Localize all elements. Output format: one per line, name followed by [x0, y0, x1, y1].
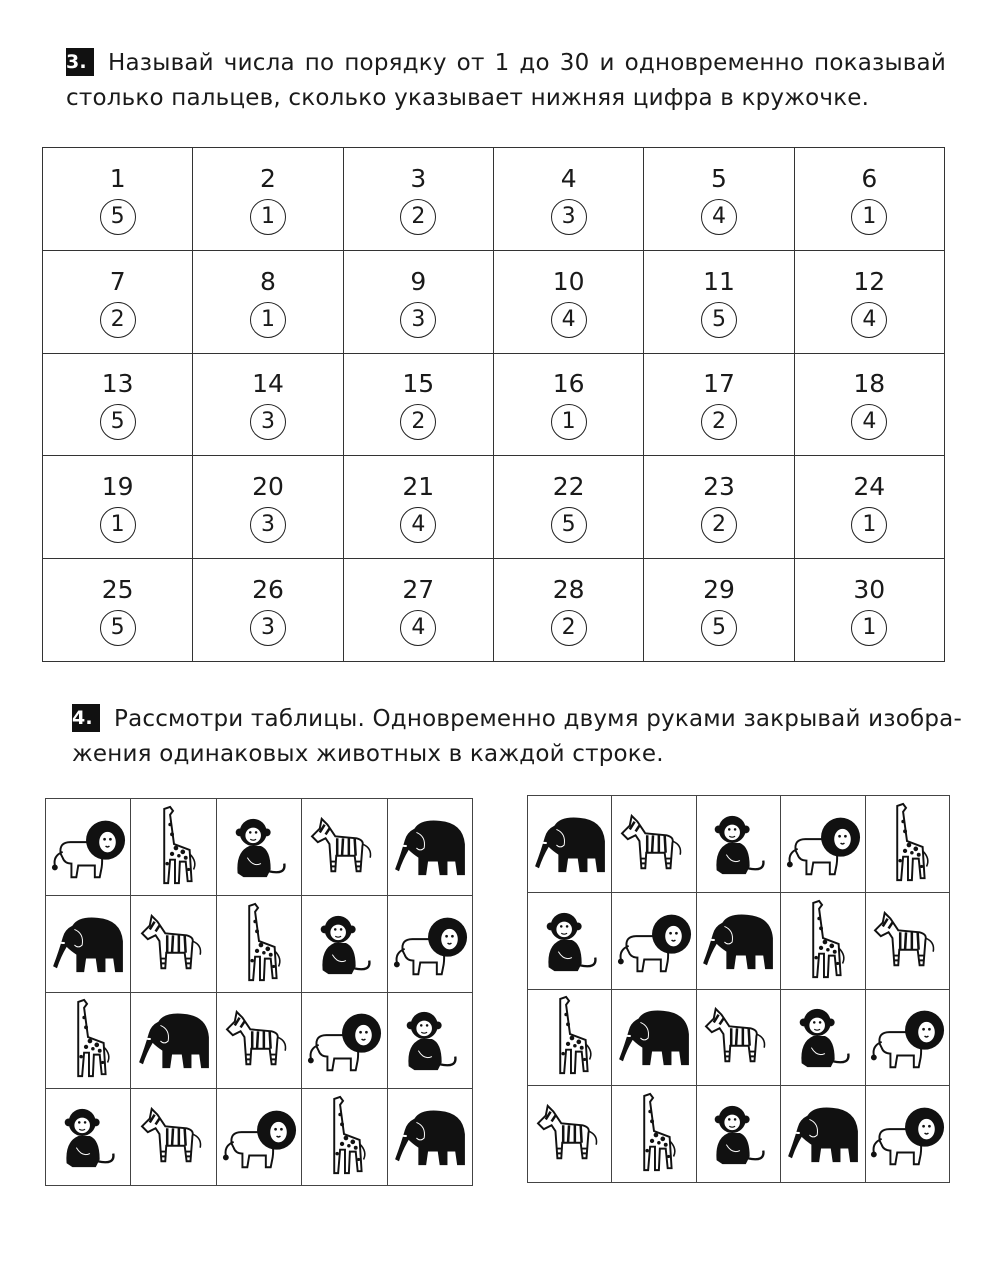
finger-count-circle: 5 — [701, 302, 737, 338]
animal-cell — [131, 1089, 216, 1186]
zebra-icon — [528, 1102, 611, 1166]
animal-cell — [696, 892, 780, 989]
finger-count-circle: 3 — [250, 404, 286, 440]
cell-number: 28 — [552, 575, 585, 605]
animal-cell — [781, 989, 865, 1086]
animal-cell — [46, 895, 131, 992]
number-cell — [644, 148, 794, 251]
finger-count-circle: 2 — [701, 404, 737, 440]
lion-icon — [866, 1099, 949, 1169]
cell-number: 16 — [552, 369, 585, 399]
elephant-icon — [781, 1102, 864, 1166]
finger-count-circle: 4 — [851, 404, 887, 440]
lion-icon — [302, 1005, 386, 1075]
finger-count-circle: 3 — [400, 302, 436, 338]
cell-number: 29 — [703, 575, 735, 605]
cell-number: 2 — [260, 163, 276, 193]
animal-cell — [781, 1086, 865, 1183]
number-cell — [493, 456, 643, 559]
table-row — [43, 250, 945, 353]
lion-icon — [866, 1002, 949, 1072]
zebra-icon — [697, 1005, 780, 1069]
monkey-icon — [302, 910, 386, 978]
finger-count-circle: 5 — [100, 404, 136, 440]
finger-count-circle: 1 — [851, 610, 887, 646]
animal-cell — [781, 796, 865, 893]
number-cell — [343, 148, 493, 251]
animal-cell — [302, 1089, 387, 1186]
cell-number: 19 — [101, 472, 134, 502]
finger-count-circle: 1 — [250, 199, 286, 235]
table-row — [43, 148, 945, 251]
animal-cell — [696, 796, 780, 893]
elephant-icon — [46, 912, 130, 976]
cell-number: 3 — [410, 163, 427, 193]
animal-row — [46, 895, 473, 992]
number-cell — [193, 148, 343, 251]
zebra-icon — [612, 812, 695, 876]
lion-icon — [388, 909, 472, 979]
animal-row — [528, 1086, 950, 1183]
cell-number: 24 — [853, 472, 886, 502]
finger-count-circle: 2 — [701, 507, 737, 543]
task-4-text-1: Рассмотри таблицы. Одновременно двумя руками закрывай изобра- — [114, 706, 962, 732]
animal-cell — [528, 1086, 612, 1183]
cell-number: 18 — [853, 369, 886, 399]
animal-cell — [528, 892, 612, 989]
zebra-icon — [866, 909, 949, 973]
animal-cell — [865, 796, 949, 893]
cell-number: 7 — [109, 266, 126, 296]
animal-table-right — [527, 795, 950, 1183]
animal-cell — [696, 1086, 780, 1183]
monkey-icon — [528, 907, 611, 975]
giraffe-icon — [131, 805, 215, 889]
cell-number: 30 — [853, 575, 886, 605]
finger-count-circle: 3 — [250, 610, 286, 646]
animal-cell — [865, 1086, 949, 1183]
animal-cell — [612, 892, 696, 989]
animal-cell — [696, 989, 780, 1086]
giraffe-icon — [528, 995, 611, 1079]
number-cell — [493, 353, 643, 456]
elephant-icon — [697, 909, 780, 973]
number-cell — [43, 559, 193, 662]
giraffe-icon — [217, 902, 301, 986]
number-cell — [43, 456, 193, 559]
number-cell — [493, 148, 643, 251]
cell-number: 23 — [703, 472, 735, 502]
task-4-line-1 — [72, 702, 962, 737]
lion-icon — [612, 906, 695, 976]
task-3 — [66, 46, 946, 116]
number-cell — [43, 148, 193, 251]
cell-number: 4 — [560, 163, 577, 193]
cell-number: 1 — [109, 163, 126, 193]
animal-cell — [46, 1089, 131, 1186]
giraffe-icon — [781, 899, 864, 983]
finger-count-circle: 3 — [250, 507, 286, 543]
cell-number: 27 — [402, 575, 435, 605]
zebra-icon — [131, 912, 215, 976]
number-cell — [343, 456, 493, 559]
finger-count-circle: 1 — [100, 507, 136, 543]
elephant-icon — [388, 1105, 472, 1169]
finger-count-circle: 5 — [100, 610, 136, 646]
number-cell — [343, 250, 493, 353]
task-3-line-2: столько пальцев, сколько указывает нижняя цифра в кружочке. — [66, 85, 870, 111]
monkey-icon — [781, 1003, 864, 1071]
animal-cell — [216, 1089, 301, 1186]
cell-number: 25 — [101, 575, 134, 605]
animal-cell — [387, 992, 472, 1089]
finger-count-circle: 1 — [851, 507, 887, 543]
task-number-badge: 3. — [66, 48, 94, 76]
task-4-line-2: жения одинаковых животных в каждой строке. — [72, 741, 664, 767]
finger-count-circle: 4 — [551, 302, 587, 338]
finger-count-circle: 4 — [701, 199, 737, 235]
animal-cell — [387, 799, 472, 896]
number-cell — [493, 250, 643, 353]
cell-number: 14 — [252, 369, 284, 399]
task-number-badge: 4. — [72, 704, 100, 732]
cell-number: 22 — [552, 472, 585, 502]
animal-cell — [302, 992, 387, 1089]
giraffe-icon — [612, 1092, 695, 1176]
animal-table-left — [45, 798, 473, 1186]
task-4 — [72, 702, 962, 772]
number-table — [42, 147, 945, 662]
animal-cell — [612, 796, 696, 893]
table-row — [43, 456, 945, 559]
cell-number: 12 — [853, 266, 886, 296]
cell-number: 21 — [402, 472, 435, 502]
finger-count-circle: 2 — [551, 610, 587, 646]
finger-count-circle: 2 — [400, 404, 436, 440]
cell-number: 26 — [252, 575, 284, 605]
animal-cell — [302, 895, 387, 992]
animal-cell — [216, 799, 301, 896]
monkey-icon — [697, 1100, 780, 1168]
number-cell — [193, 559, 343, 662]
giraffe-icon — [302, 1095, 386, 1179]
finger-count-circle: 1 — [551, 404, 587, 440]
number-cell — [794, 559, 944, 662]
number-cell — [794, 353, 944, 456]
animal-row — [46, 1089, 473, 1186]
cell-number: 20 — [252, 472, 284, 502]
number-cell — [794, 456, 944, 559]
number-cell — [644, 353, 794, 456]
animal-cell — [387, 895, 472, 992]
task-3-text-1: Называй числа по порядку от 1 до 30 и одновременно показывай — [108, 50, 946, 76]
animal-cell — [528, 989, 612, 1086]
monkey-icon — [46, 1103, 130, 1171]
animal-cell — [781, 892, 865, 989]
animal-cell — [612, 1086, 696, 1183]
monkey-icon — [388, 1006, 472, 1074]
cell-number: 15 — [402, 369, 435, 399]
finger-count-circle: 2 — [400, 199, 436, 235]
cell-number: 8 — [260, 266, 276, 296]
animal-cell — [216, 992, 301, 1089]
zebra-icon — [217, 1008, 301, 1072]
animal-cell — [46, 799, 131, 896]
finger-count-circle: 4 — [400, 507, 436, 543]
animal-cell — [131, 799, 216, 896]
lion-icon — [217, 1102, 301, 1172]
animal-cell — [46, 992, 131, 1089]
finger-count-circle: 2 — [100, 302, 136, 338]
cell-number: 6 — [861, 163, 878, 193]
animal-cell — [612, 989, 696, 1086]
elephant-icon — [388, 815, 472, 879]
lion-icon — [46, 812, 130, 882]
lion-icon — [781, 809, 864, 879]
number-cell — [193, 353, 343, 456]
animal-row — [46, 799, 473, 896]
animal-cell — [865, 892, 949, 989]
monkey-icon — [697, 810, 780, 878]
zebra-icon — [302, 815, 386, 879]
monkey-icon — [217, 813, 301, 881]
finger-count-circle: 1 — [250, 302, 286, 338]
number-cell — [343, 353, 493, 456]
cell-number: 5 — [711, 163, 727, 193]
number-cell — [193, 456, 343, 559]
number-cell — [343, 559, 493, 662]
animal-row — [528, 989, 950, 1086]
animal-row — [528, 796, 950, 893]
animal-row — [528, 892, 950, 989]
finger-count-circle: 1 — [851, 199, 887, 235]
finger-count-circle: 3 — [551, 199, 587, 235]
finger-count-circle: 5 — [100, 199, 136, 235]
animal-cell — [216, 895, 301, 992]
table-row — [43, 353, 945, 456]
zebra-icon — [131, 1105, 215, 1169]
table-row — [43, 559, 945, 662]
cell-number: 17 — [703, 369, 735, 399]
finger-count-circle: 5 — [701, 610, 737, 646]
elephant-icon — [131, 1008, 215, 1072]
animal-cell — [131, 895, 216, 992]
cell-number: 13 — [101, 369, 134, 399]
number-cell — [794, 250, 944, 353]
animal-row — [46, 992, 473, 1089]
animal-cell — [528, 796, 612, 893]
giraffe-icon — [46, 998, 130, 1082]
animal-cell — [302, 799, 387, 896]
animal-cell — [131, 992, 216, 1089]
cell-number: 9 — [410, 266, 427, 296]
elephant-icon — [612, 1005, 695, 1069]
task-3-line-1 — [66, 46, 946, 81]
giraffe-icon — [866, 802, 949, 886]
finger-count-circle: 4 — [851, 302, 887, 338]
cell-number: 11 — [703, 266, 735, 296]
finger-count-circle: 4 — [400, 610, 436, 646]
elephant-icon — [528, 812, 611, 876]
animal-cell — [865, 989, 949, 1086]
number-cell — [794, 148, 944, 251]
number-cell — [644, 559, 794, 662]
number-cell — [644, 456, 794, 559]
number-cell — [493, 559, 643, 662]
cell-number: 10 — [552, 266, 585, 296]
number-cell — [43, 250, 193, 353]
number-cell — [644, 250, 794, 353]
animal-cell — [387, 1089, 472, 1186]
number-cell — [193, 250, 343, 353]
number-cell — [43, 353, 193, 456]
finger-count-circle: 5 — [551, 507, 587, 543]
